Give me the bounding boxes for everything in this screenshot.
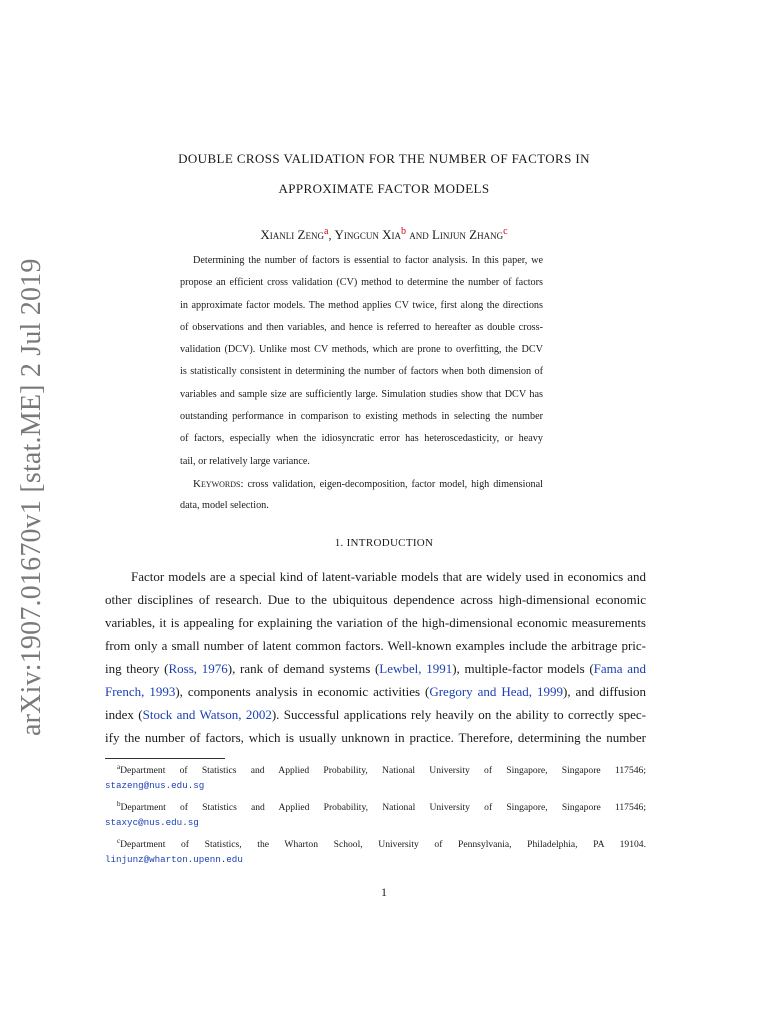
citation-link-ross[interactable]: Ross, 1976 bbox=[168, 661, 228, 676]
author-list bbox=[0, 226, 768, 243]
citation-link-gregory-head[interactable]: Gregory and Head, 1999 bbox=[429, 684, 563, 699]
introduction-paragraph bbox=[105, 565, 646, 749]
abstract-line: is statistically consistent in determining the number of factors when both dimension of bbox=[180, 366, 543, 378]
abstract-line: Determining the number of factors is essential to factor analysis. In this paper, we bbox=[193, 255, 543, 266]
abstract-line: variables and sample size are sufficiently large. Simulation studies show that DCV has bbox=[180, 388, 543, 400]
footnote-mark-c: c bbox=[117, 837, 121, 845]
author-separator: , bbox=[328, 228, 335, 242]
author-mark-a[interactable]: a bbox=[324, 226, 329, 237]
footnote-a bbox=[105, 758, 646, 777]
body-text: index ( bbox=[105, 707, 143, 722]
author-xia: Yingcun Xia bbox=[334, 227, 401, 242]
body-line bbox=[105, 680, 646, 703]
email-link-xia[interactable]: staxyc@nus.edu.sg bbox=[105, 816, 199, 828]
abstract-line: of factors, especially when the idiosyncratic error has heteroscedasticity, or heavy bbox=[180, 433, 543, 445]
citation-link-lewbel[interactable]: Lewbel, 1991 bbox=[379, 661, 453, 676]
abstract bbox=[180, 250, 543, 518]
body-line: from only a small number of latent common factors. Well-known examples include the arbitrage pric- bbox=[105, 638, 646, 653]
citation-link-stock-watson[interactable]: Stock and Watson, 2002 bbox=[142, 707, 272, 722]
section-heading-introduction: 1. INTRODUCTION bbox=[334, 537, 434, 549]
body-text: ). Successful applications rely heavily on the ability to correctly spec- bbox=[271, 707, 646, 722]
abstract-line: outstanding performance in comparison to existing methods in selecting the number bbox=[180, 411, 543, 423]
footnote-mark-a: a bbox=[117, 763, 121, 771]
arxiv-identifier-stamp: arXiv:1907.01670v1 [stat.ME] 2 Jul 2019 bbox=[16, 258, 47, 736]
keywords-text: cross validation, eigen-decomposition, factor model, high dimensional bbox=[243, 478, 543, 490]
body-text: ), rank of demand systems ( bbox=[227, 661, 380, 676]
page-number: 1 bbox=[381, 885, 387, 899]
paper-title-line-2: APPROXIMATE FACTOR MODELS bbox=[278, 181, 490, 196]
body-line: other disciplines of research. Due to the ubiquitous dependence across high-dimensional economic bbox=[105, 592, 646, 607]
body-text: ), components analysis in economic activities ( bbox=[175, 684, 430, 699]
body-text: ing theory ( bbox=[105, 661, 169, 676]
author-zeng: Xianli Zeng bbox=[260, 227, 324, 242]
author-mark-b[interactable]: b bbox=[400, 226, 406, 237]
citation-link-fama-french-cont[interactable]: French, 1993 bbox=[105, 684, 176, 699]
keywords-line bbox=[180, 473, 543, 495]
body-line: variables, it is appealing for explaining the variation of the high-dimensional economic measurements bbox=[105, 615, 646, 630]
body-line bbox=[105, 657, 646, 680]
keywords-line-2: data, model selection. bbox=[180, 500, 269, 512]
body-line: ify the number of factors, which is usually unknown in practice. Therefore, determining the number bbox=[105, 730, 646, 745]
body-text: ), multiple-factor models ( bbox=[452, 661, 594, 676]
abstract-line: in approximate factor models. The method applies CV twice, first along the directions bbox=[180, 299, 543, 311]
abstract-line: propose an efficient cross validation (CV) method to determine the number of factors bbox=[180, 277, 543, 289]
footnote-text: Department of Statistics and Applied Probability, National University of Singapore, Singapore 117546; bbox=[120, 765, 646, 776]
email-link-zeng[interactable]: stazeng@nus.edu.sg bbox=[105, 779, 205, 791]
body-text: ), and diffusion bbox=[563, 684, 646, 699]
keywords-label: Keywords: bbox=[193, 477, 244, 490]
body-line bbox=[105, 703, 646, 726]
footnote-text: Department of Statistics and Applied Probability, National University of Singapore, Singapore 117546; bbox=[120, 802, 646, 813]
paper-title-line-1: DOUBLE CROSS VALIDATION FOR THE NUMBER OF FACTORS IN bbox=[178, 151, 590, 166]
abstract-line: of observations and then variables, and hence is referred to hereafter as double cross- bbox=[180, 321, 543, 333]
body-line: Factor models are a special kind of latent-variable models that are widely used in economics and bbox=[131, 569, 646, 584]
footnote-c bbox=[105, 832, 646, 851]
author-mark-c[interactable]: c bbox=[503, 226, 508, 237]
footnotes bbox=[105, 758, 646, 869]
citation-link-fama-french[interactable]: Fama and bbox=[593, 661, 647, 676]
author-zhang: Linjun Zhang bbox=[431, 227, 504, 242]
email-link-zhang[interactable]: linjunz@wharton.upenn.edu bbox=[105, 853, 243, 865]
author-separator-and: and bbox=[405, 227, 432, 242]
footnote-mark-b: b bbox=[117, 800, 121, 808]
abstract-line: validation (DCV). Unlike most CV methods, which are prone to overfitting, the DCV bbox=[180, 344, 543, 356]
footnote-b bbox=[105, 795, 646, 814]
abstract-line: tail, or relatively large variance. bbox=[180, 455, 310, 467]
footnote-text: Department of Statistics, the Wharton School, University of Pennsylvania, Philadelphia, PA 19104. bbox=[120, 839, 646, 850]
